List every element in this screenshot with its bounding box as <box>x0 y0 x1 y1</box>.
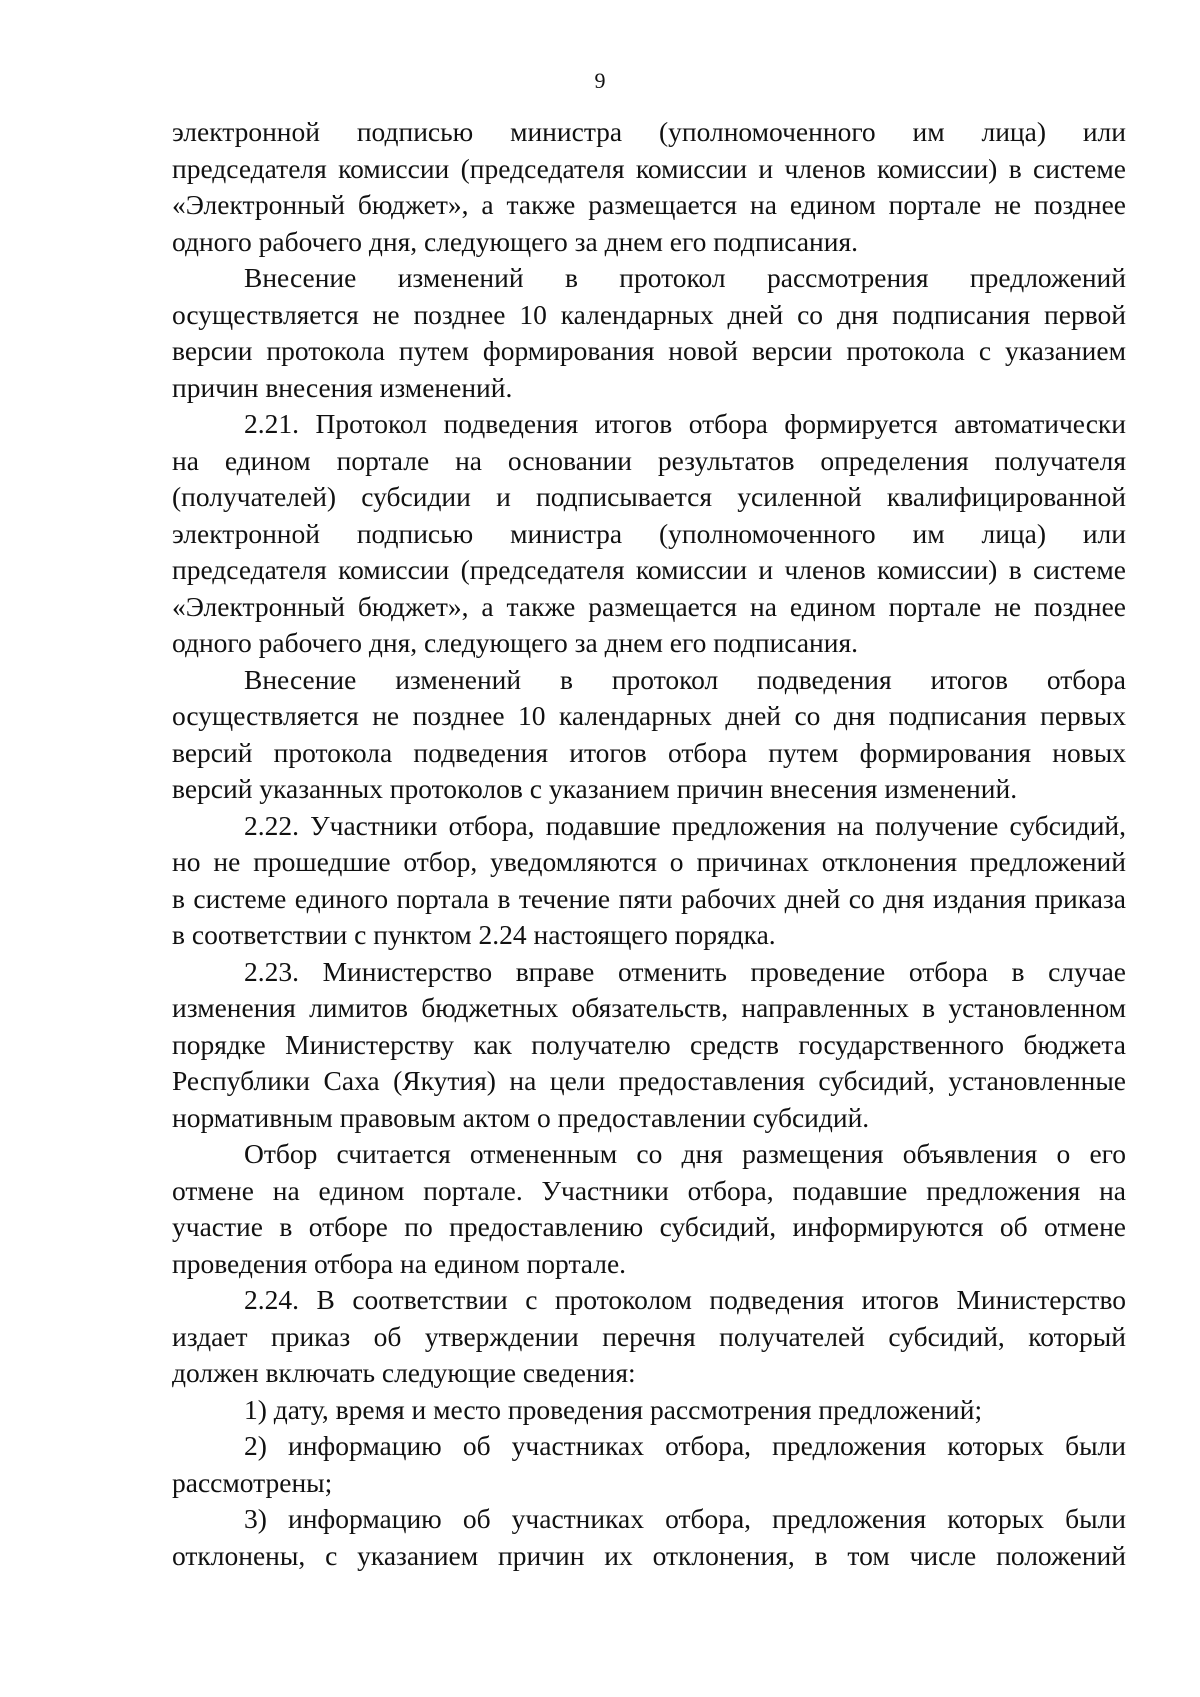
paragraph <box>172 1392 1126 1429</box>
text-line: участие в отборе по предоставлению субсидий, информируются об отмене <box>172 1211 1126 1242</box>
text-line: версий протокола подведения итогов отбора путем формирования новых <box>172 736 1126 768</box>
text-line: 2.24. В соответствии с протоколом подведения итогов Министерство <box>244 1284 1126 1315</box>
text-line: порядке Министерству как получателю средств государственного бюджета <box>172 1028 1126 1060</box>
text-line: 2.23. Министерство вправе отменить проведение отбора в случае <box>244 955 1126 987</box>
text-line: отмене на едином портале. Участники отбора, подавшие предложения на <box>172 1174 1126 1206</box>
text-line: проведения отбора на едином портале. <box>172 1247 627 1279</box>
text-line: должен включать следующие сведения: <box>172 1357 636 1388</box>
text-line: «Электронный бюджет», а также размещается на едином портале не позднее <box>172 189 1126 220</box>
page-number: 9 <box>594 68 606 93</box>
text-line: осуществляется не позднее 10 календарных дней со дня подписания первой <box>172 298 1126 330</box>
text-line: нормативным правовым актом о предоставлении субсидий. <box>172 1101 870 1133</box>
text-line: причин внесения изменений. <box>172 371 513 403</box>
text-line: версии протокола путем формирования новой версии протокола с указанием <box>172 335 1126 366</box>
paragraph <box>172 1282 1126 1392</box>
text-line: Отбор считается отмененным со дня размещения объявления о его <box>244 1138 1126 1169</box>
text-line: в соответствии с пунктом 2.24 настоящего порядка. <box>172 919 776 950</box>
text-line: электронной подписью министра (уполномоченного им лица) или <box>172 517 1126 549</box>
text-line: отклонены, с указанием причин их отклонения, в том числе положений <box>172 1539 1126 1571</box>
paragraph <box>172 954 1126 1137</box>
text-line: 2.22. Участники отбора, подавшие предложения на получение субсидий, <box>244 809 1126 841</box>
text-line: 2) информацию об участниках отбора, предложения которых были <box>244 1430 1126 1461</box>
paragraph <box>172 260 1126 406</box>
text-line: (получателей) субсидии и подписывается усиленной квалифицированной <box>172 481 1126 512</box>
text-line: Внесение изменений в протокол подведения итогов отбора <box>244 663 1126 695</box>
paragraph <box>172 1428 1126 1501</box>
text-line: председателя комиссии (председателя комиссии и членов комиссии) в системе <box>172 554 1126 585</box>
paragraph <box>172 662 1126 808</box>
text-line: Внесение изменений в протокол рассмотрения предложений <box>244 262 1126 293</box>
paragraph <box>172 1136 1126 1282</box>
text-line: но не прошедшие отбор, уведомляются о причинах отклонения предложений <box>172 846 1126 877</box>
text-line: одного рабочего дня, следующего за днем его подписания. <box>172 627 859 658</box>
text-line: версий указанных протоколов с указанием причин внесения изменений. <box>172 773 1018 804</box>
text-line: 3) информацию об участниках отбора, предложения которых были <box>244 1503 1126 1534</box>
text-line: 2.21. Протокол подведения итогов отбора формируется автоматически <box>244 408 1126 439</box>
text-line: Республики Саха (Якутия) на цели предоставления субсидий, установленные <box>172 1065 1126 1096</box>
text-line: осуществляется не позднее 10 календарных дней со дня подписания первых <box>172 700 1126 731</box>
paragraph <box>172 808 1126 954</box>
paragraph <box>172 1501 1126 1574</box>
text-line: изменения лимитов бюджетных обязательств, направленных в установленном <box>172 992 1126 1023</box>
paragraph <box>172 406 1126 662</box>
text-line: рассмотрены; <box>172 1466 333 1498</box>
text-line: 1) дату, время и место проведения рассмотрения предложений; <box>244 1393 983 1425</box>
text-line: председателя комиссии (председателя комиссии и членов комиссии) в системе <box>172 152 1126 184</box>
text-line: одного рабочего дня, следующего за днем его подписания. <box>172 225 859 257</box>
text-line: «Электронный бюджет», а также размещается на едином портале не позднее <box>172 590 1126 622</box>
document-body <box>172 114 1126 1574</box>
text-line: издает приказ об утверждении перечня получателей субсидий, который <box>172 1320 1126 1352</box>
text-line: на едином портале на основании результатов определения получателя <box>172 444 1126 476</box>
paragraph <box>172 114 1126 260</box>
text-line: в системе единого портала в течение пяти рабочих дней со дня издания приказа <box>172 882 1126 914</box>
text-line: электронной подписью министра (уполномоченного им лица) или <box>172 116 1126 147</box>
